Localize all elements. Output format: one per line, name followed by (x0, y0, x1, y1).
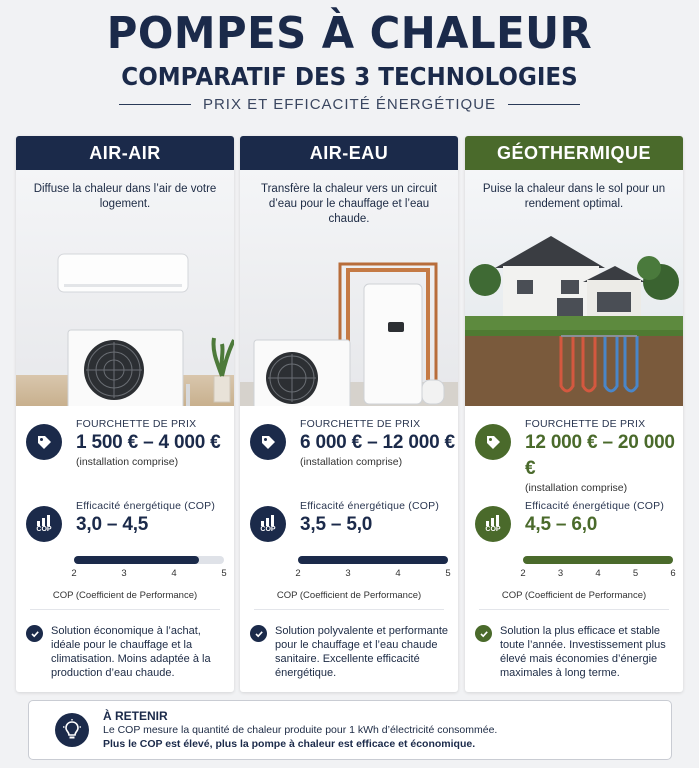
divider (30, 609, 220, 610)
cop-caption: COP (Coefficient de Performance) (276, 590, 422, 601)
cop-tick-label: 5 (632, 568, 639, 579)
cop-bar-track (298, 556, 448, 564)
check-icon (250, 625, 267, 642)
tagline-divider-right (508, 104, 580, 105)
efficiency-row (26, 500, 231, 542)
price-note: (installation comprise) (300, 456, 403, 468)
check-icon (475, 625, 492, 642)
cop-tick-label: 3 (557, 568, 564, 579)
cop-bar-track (74, 556, 224, 564)
cop-bar-fill (74, 556, 199, 564)
divider (479, 609, 669, 610)
tagline: PRIX ET EFFICACITÉ ÉNERGÉTIQUE (202, 96, 497, 113)
price-label: FOURCHETTE DE PRIX (300, 418, 421, 430)
cop-icon-label: COP (260, 525, 276, 533)
cop-tick-label: 2 (295, 568, 301, 579)
page-subtitle: COMPARATIF DES 3 TECHNOLOGIES (121, 62, 578, 91)
air-eau-illustration (240, 170, 458, 406)
cop-tick-label: 5 (221, 568, 227, 579)
retenir-box (28, 700, 672, 760)
summary-text: Solution la plus efficace et stable toute l’année. Investissement plus élevé mais économies d’énergie maximales à long terme. (500, 625, 666, 679)
retenir-line1: Le COP mesure la quantité de chaleur produite pour 1 kWh d’électricité consommée. (103, 724, 498, 736)
price-note: (installation comprise) (76, 456, 179, 468)
cop-tick-label: 4 (595, 568, 601, 579)
cop-tick-label: 5 (445, 568, 451, 579)
efficiency-label: Efficacité énergétique (COP) (525, 500, 665, 512)
efficiency-row (475, 500, 680, 542)
cop-tick-label: 4 (171, 568, 177, 579)
cop-icon-label: COP (36, 525, 52, 533)
cop-bar-fill (523, 556, 673, 564)
cop-ticks (295, 568, 451, 582)
retenir-title: À RETENIR (103, 709, 168, 723)
card-title: AIR-AIR (16, 136, 234, 170)
price-value: 6 000 € – 12 000 € (300, 432, 455, 453)
price-label: FOURCHETTE DE PRIX (525, 418, 646, 430)
air-air-illustration (16, 170, 234, 406)
price-row (250, 418, 455, 468)
cop-value: 3,0 – 4,5 (76, 514, 149, 535)
cop-bar-fill (298, 556, 448, 564)
price-row (26, 418, 231, 468)
efficiency-row (250, 500, 455, 542)
cop-ticks (71, 568, 227, 582)
cop-tick-label: 3 (121, 568, 127, 579)
cop-bar-track (523, 556, 673, 564)
lightbulb-icon (55, 713, 89, 747)
retenir-line2: Plus le COP est élevé, plus la pompe à chaleur est efficace et économique. (103, 738, 476, 750)
card-geothermique (465, 136, 683, 692)
tagline-row (0, 96, 699, 113)
cop-chart-icon (26, 506, 62, 542)
cop-value: 4,5 – 6,0 (525, 514, 598, 535)
efficiency-label: Efficacité énergétique (COP) (76, 500, 216, 512)
card-title: GÉOTHERMIQUE (465, 136, 683, 170)
price-tag-icon (26, 424, 62, 460)
cop-chart-icon (475, 506, 511, 542)
price-row (475, 418, 680, 494)
price-tag-icon (475, 424, 511, 460)
cop-value: 3,5 – 5,0 (300, 514, 373, 535)
tagline-divider-left (119, 104, 191, 105)
cop-tick-label: 3 (345, 568, 351, 579)
card-title: AIR-EAU (240, 136, 458, 170)
cop-bar (520, 556, 676, 582)
price-label: FOURCHETTE DE PRIX (76, 418, 197, 430)
geothermique-illustration (465, 170, 683, 406)
summary-text: Solution économique à l’achat, idéale pour le chauffage et la climatisation. Moins adaptée à la production d’eau chaude. (51, 625, 211, 679)
price-note: (installation comprise) (525, 482, 628, 494)
card-air-eau (240, 136, 458, 692)
summary (250, 624, 454, 680)
price-tag-icon (250, 424, 286, 460)
cop-tick-label: 2 (71, 568, 77, 579)
cop-bar (295, 556, 451, 582)
price-value: 12 000 € – 20 000 € (525, 432, 675, 479)
cop-tick-label: 4 (395, 568, 401, 579)
cop-tick-label: 6 (670, 568, 676, 579)
card-description: Diffuse la chaleur dans l’air de votre logement. (33, 183, 217, 210)
cop-tick-label: 2 (520, 568, 526, 579)
cop-caption: COP (Coefficient de Performance) (501, 590, 647, 601)
summary (26, 624, 230, 680)
card-description: Puise la chaleur dans le sol pour un rendement optimal. (482, 183, 666, 210)
page-title: POMPES À CHALEUR (106, 8, 593, 59)
summary (475, 624, 679, 680)
cop-ticks (520, 568, 676, 582)
cop-icon-label: COP (485, 525, 501, 533)
card-air-air (16, 136, 234, 692)
card-description: Transfère la chaleur vers un circuit d’eau pour le chauffage et l’eau chaude. (261, 183, 437, 225)
cop-bar (71, 556, 227, 582)
cop-chart-icon (250, 506, 286, 542)
efficiency-label: Efficacité énergétique (COP) (300, 500, 440, 512)
cop-caption: COP (Coefficient de Performance) (52, 590, 198, 601)
summary-text: Solution polyvalente et performante pour le chauffage et l’eau chaude sanitaire. Excellente efficacité énergétique. (275, 625, 449, 679)
divider (254, 609, 444, 610)
price-value: 1 500 € – 4 000 € (76, 432, 221, 453)
header (0, 8, 699, 113)
check-icon (26, 625, 43, 642)
